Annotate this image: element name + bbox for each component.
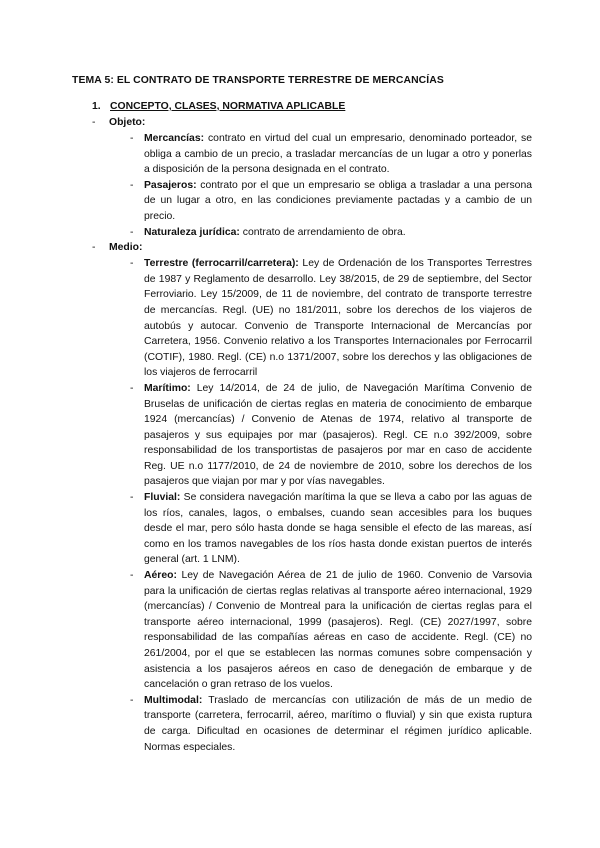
item-text: contrato de arrendamiento de obra.: [239, 226, 406, 238]
group-heading: [72, 240, 532, 256]
item-text: contrato en virtud del cual un empresario, denominado porteador, se obliga a cambio de un precio, a trasladar mercancías de un lugar a otro y ponerlas a disposición de la persona designada en el contrato.: [144, 133, 532, 176]
section-heading: [72, 99, 532, 115]
item-term: Terrestre (ferrocarril/carretera):: [144, 258, 299, 270]
item-term: Aéreo:: [144, 570, 177, 582]
item-bullet: -: [130, 179, 134, 191]
item-bullet: -: [130, 694, 134, 706]
section-1: [72, 99, 532, 755]
list-item-multimodal: [72, 693, 532, 755]
item-term: Mercancías:: [144, 133, 205, 144]
item-text: contrato por el que un empresario se obliga a trasladar a una persona de un lugar a otro, en las condiciones previamente pactadas y a cambio de un precio.: [144, 179, 532, 222]
document-title: TEMA 5: EL CONTRATO DE TRANSPORTE TERRESTRE DE MERCANCÍAS: [72, 75, 444, 86]
item-bullet: -: [130, 492, 134, 504]
item-term: Multimodal:: [144, 694, 203, 706]
group-label: Medio:: [109, 242, 143, 254]
group-items: [72, 256, 532, 755]
item-bullet: -: [130, 382, 134, 394]
group-heading: [72, 115, 532, 131]
list-item-aereo: [72, 568, 532, 693]
item-bullet: -: [130, 570, 134, 582]
group-bullet: -: [92, 242, 96, 254]
item-term: Marítimo:: [144, 382, 191, 394]
item-bullet: -: [130, 226, 134, 238]
item-bullet: -: [130, 133, 134, 144]
list-item-terrestre: [72, 256, 532, 381]
section-number: 1.: [92, 101, 101, 112]
list-item-naturaleza: [72, 225, 532, 241]
group-medio: [72, 240, 532, 755]
group-objeto: [72, 115, 532, 240]
item-text: Ley de Navegación Aérea de 21 de julio de 1960. Convenio de Varsovia para la unificación de ciertas reglas relativas al transporte aéreo internacional, 1929 (mercancías) / Convenio de Montreal para la unificación de ciertas reglas para el transporte aéreo internacional, 1999 (pasajeros). Regl. (CE) 2027/1997, sobre responsabilidad de las compañías aéreas en caso de accidente. Regl. (CE) no 261/2004, por el que se establecen las normas comunes sobre compensación y asistencia a los pasajeros aéreos en caso de denegación de embarque y de cancelación o gran retraso de los vuelos.: [144, 570, 532, 691]
group-items: [72, 131, 532, 240]
item-text: Ley de Ordenación de los Transportes Terrestres de 1987 y Reglamento de desarrollo. Ley 38/2015, de 29 de septiembre, del Sector Ferroviario. Ley 15/2009, de 11 de noviembre, del contrato de transporte terrestre de mercancías. Regl. (UE) no 181/2011, sobre los derechos de los viajeros de autobús y autocar. Convenio de Transporte Internacional de Mercancías por Carretera, 1956. Convenio relativo a los Transportes Internacionales por Ferrocarril (COTIF), 1980. Regl. (CE) n.o 1371/2007, sobre los derechos y las obligaciones de los viajeros de ferrocarril: [144, 258, 533, 379]
item-text: Traslado de mercancías con utilización de más de un medio de transporte (carretera, ferrocarril, aéreo, marítimo o fluvial) y sin que exista ruptura de carga. Dificultad en ocasiones de determinar el régimen jurídico aplicable. Normas especiales.: [144, 694, 532, 753]
item-bullet: -: [130, 258, 134, 270]
item-text: Se considera navegación marítima la que se lleva a cabo por las aguas de los ríos, canales, lagos, o embalses, cuando sean accesibles para los buques desde el mar, pero sólo hasta donde se haga sensible el efecto de las mareas, así como en los tramos navegables de los ríos hasta donde existan puertos de interés general (art. 1 LNM).: [144, 492, 532, 566]
section-heading-text: CONCEPTO, CLASES, NORMATIVA APLICABLE: [110, 101, 346, 112]
list-item-mercancias: [72, 131, 532, 178]
item-text: Ley 14/2014, de 24 de julio, de Navegación Marítima Convenio de Bruselas de unificación de ciertas reglas en materia de conocimiento de embarque 1924 (mercancías) / Convenio de Atenas de 1974, relativo al transporte de pasajeros y sus equipajes por mar (pasajeros). Regl. CE n.o 392/2009, sobre responsabilidad de los transportistas de pasajeros por mar en caso de accidente Reg. UE n.o 1177/2010, de 24 de noviembre de 2010, sobre los derechos de los pasajeros que viajan por mar y por vías navegables.: [144, 382, 532, 488]
item-term: Naturaleza jurídica:: [144, 226, 240, 238]
list-item-pasajeros: [72, 178, 532, 225]
item-term: Fluvial:: [144, 492, 181, 504]
list-item-fluvial: [72, 490, 532, 568]
list-item-maritimo: [72, 381, 532, 490]
item-term: Pasajeros:: [144, 179, 197, 191]
group-bullet: -: [92, 117, 96, 128]
group-label: Objeto:: [109, 117, 146, 128]
